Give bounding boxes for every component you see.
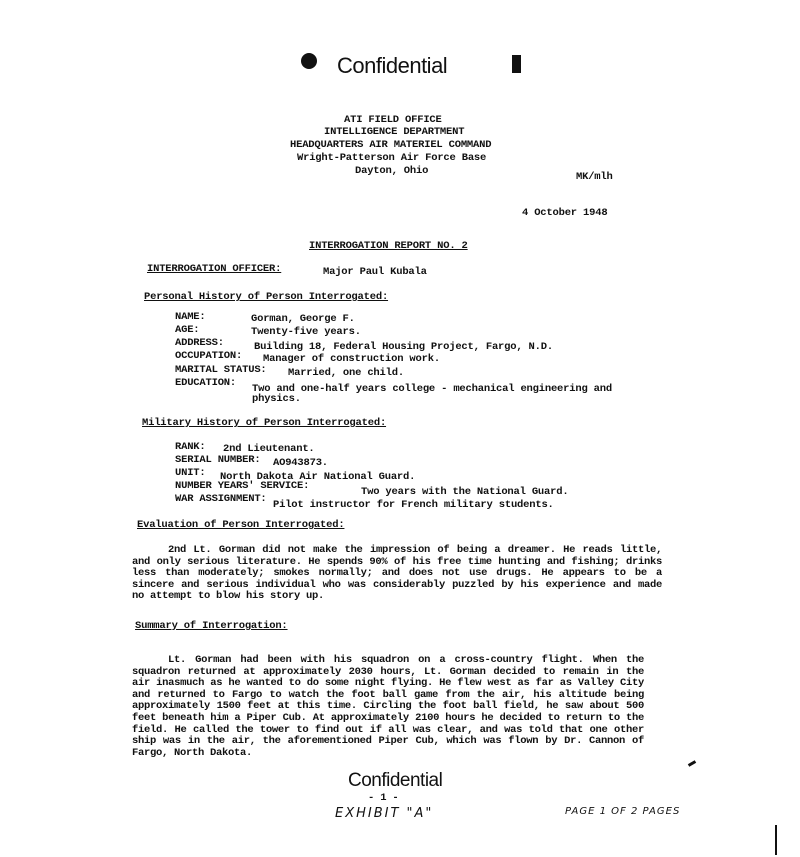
military-value: 2nd Lieutenant. bbox=[223, 443, 315, 455]
personal-label: AGE: bbox=[175, 324, 200, 336]
report-title: INTERROGATION REPORT NO. 2 bbox=[309, 240, 468, 252]
personal-label: OCCUPATION: bbox=[175, 350, 243, 362]
personal-value: Manager of construction work. bbox=[263, 353, 440, 365]
personal-value: Married, one child. bbox=[288, 367, 404, 379]
summary-heading: Summary of Interrogation: bbox=[135, 620, 288, 632]
report-date: 4 October 1948 bbox=[522, 207, 608, 219]
personal-value: Two and one-half years college - mechanical engineering and bbox=[252, 383, 612, 395]
military-value: North Dakota Air National Guard. bbox=[220, 471, 416, 483]
office-line: ATI FIELD OFFICE bbox=[344, 114, 442, 126]
personal-value: Gorman, George F. bbox=[251, 313, 355, 325]
military-history-heading: Military History of Person Interrogated: bbox=[142, 417, 387, 429]
military-label: RANK: bbox=[175, 441, 206, 453]
military-label: WAR ASSIGNMENT: bbox=[175, 493, 267, 505]
handwritten-mark bbox=[688, 760, 696, 767]
personal-value: Twenty-five years. bbox=[251, 326, 361, 338]
personal-label: NAME: bbox=[175, 311, 206, 323]
evaluation-paragraph: 2nd Lt. Gorman did not make the impression of being a dreamer. He reads little, and only serious literature. He spends 90% of his free time hunting and fishing; drinks less than moderately; smokes normally; and does not use drugs. He appears to be a sincere and serious individual who was considerably puzzled by his experience and made no attempt to blow his story up. bbox=[132, 544, 662, 603]
military-label: UNIT: bbox=[175, 467, 206, 479]
right-margin-line bbox=[775, 825, 777, 855]
confidential-stamp-bottom: Confidential bbox=[348, 770, 443, 791]
military-value: Two years with the National Guard. bbox=[361, 486, 569, 498]
personal-label: EDUCATION: bbox=[175, 377, 237, 389]
education-continuation: physics. bbox=[252, 393, 301, 405]
reference-code: MK/mlh bbox=[576, 171, 613, 183]
military-value: AO943873. bbox=[273, 457, 328, 469]
military-label: NUMBER YEARS' SERVICE: bbox=[175, 480, 310, 492]
page-number: - 1 - bbox=[368, 792, 399, 804]
exhibit-label: EXHIBIT "A" bbox=[335, 806, 434, 821]
punch-mark-right bbox=[512, 55, 521, 73]
department-line: INTELLIGENCE DEPARTMENT bbox=[324, 126, 465, 138]
military-value: Pilot instructor for French military students. bbox=[273, 499, 554, 511]
personal-history-heading: Personal History of Person Interrogated: bbox=[144, 291, 389, 303]
base-line: Wright-Patterson Air Force Base bbox=[297, 152, 487, 164]
page-count: PAGE 1 OF 2 PAGES bbox=[565, 806, 681, 817]
evaluation-heading: Evaluation of Person Interrogated: bbox=[137, 519, 345, 531]
personal-value: Building 18, Federal Housing Project, Fargo, N.D. bbox=[254, 341, 553, 353]
personal-label: ADDRESS: bbox=[175, 337, 224, 349]
military-label: SERIAL NUMBER: bbox=[175, 454, 261, 466]
personal-label: MARITAL STATUS: bbox=[175, 364, 267, 376]
officer-value: Major Paul Kubala bbox=[323, 266, 427, 278]
city-line: Dayton, Ohio bbox=[355, 165, 429, 177]
punch-mark-left bbox=[301, 53, 317, 69]
hq-line: HEADQUARTERS AIR MATERIEL COMMAND bbox=[290, 139, 492, 151]
officer-label: INTERROGATION OFFICER: bbox=[147, 263, 282, 275]
summary-paragraph: Lt. Gorman had been with his squadron on a cross-country flight. When the squadron returned at approximately 2030 hours, Lt. Gorman decided to remain in the air inasmuch as he wanted to do some night flying. He flew west as far as Valley City and returned to Fargo to watch the foot ball game from the air, his altitude being approximately 1500 feet at this time. Circling the foot ball field, he saw about 500 feet beneath him a Piper Cub. At approximately 2100 hours he decided to return to the field. He called the tower to find out if all was clear, and was told that one other ship was in the air, the aforementioned Piper Cub, which was flown by Dr. Cannon of Fargo, North Dakota. bbox=[132, 654, 644, 759]
confidential-stamp-top: Confidential bbox=[337, 53, 448, 78]
